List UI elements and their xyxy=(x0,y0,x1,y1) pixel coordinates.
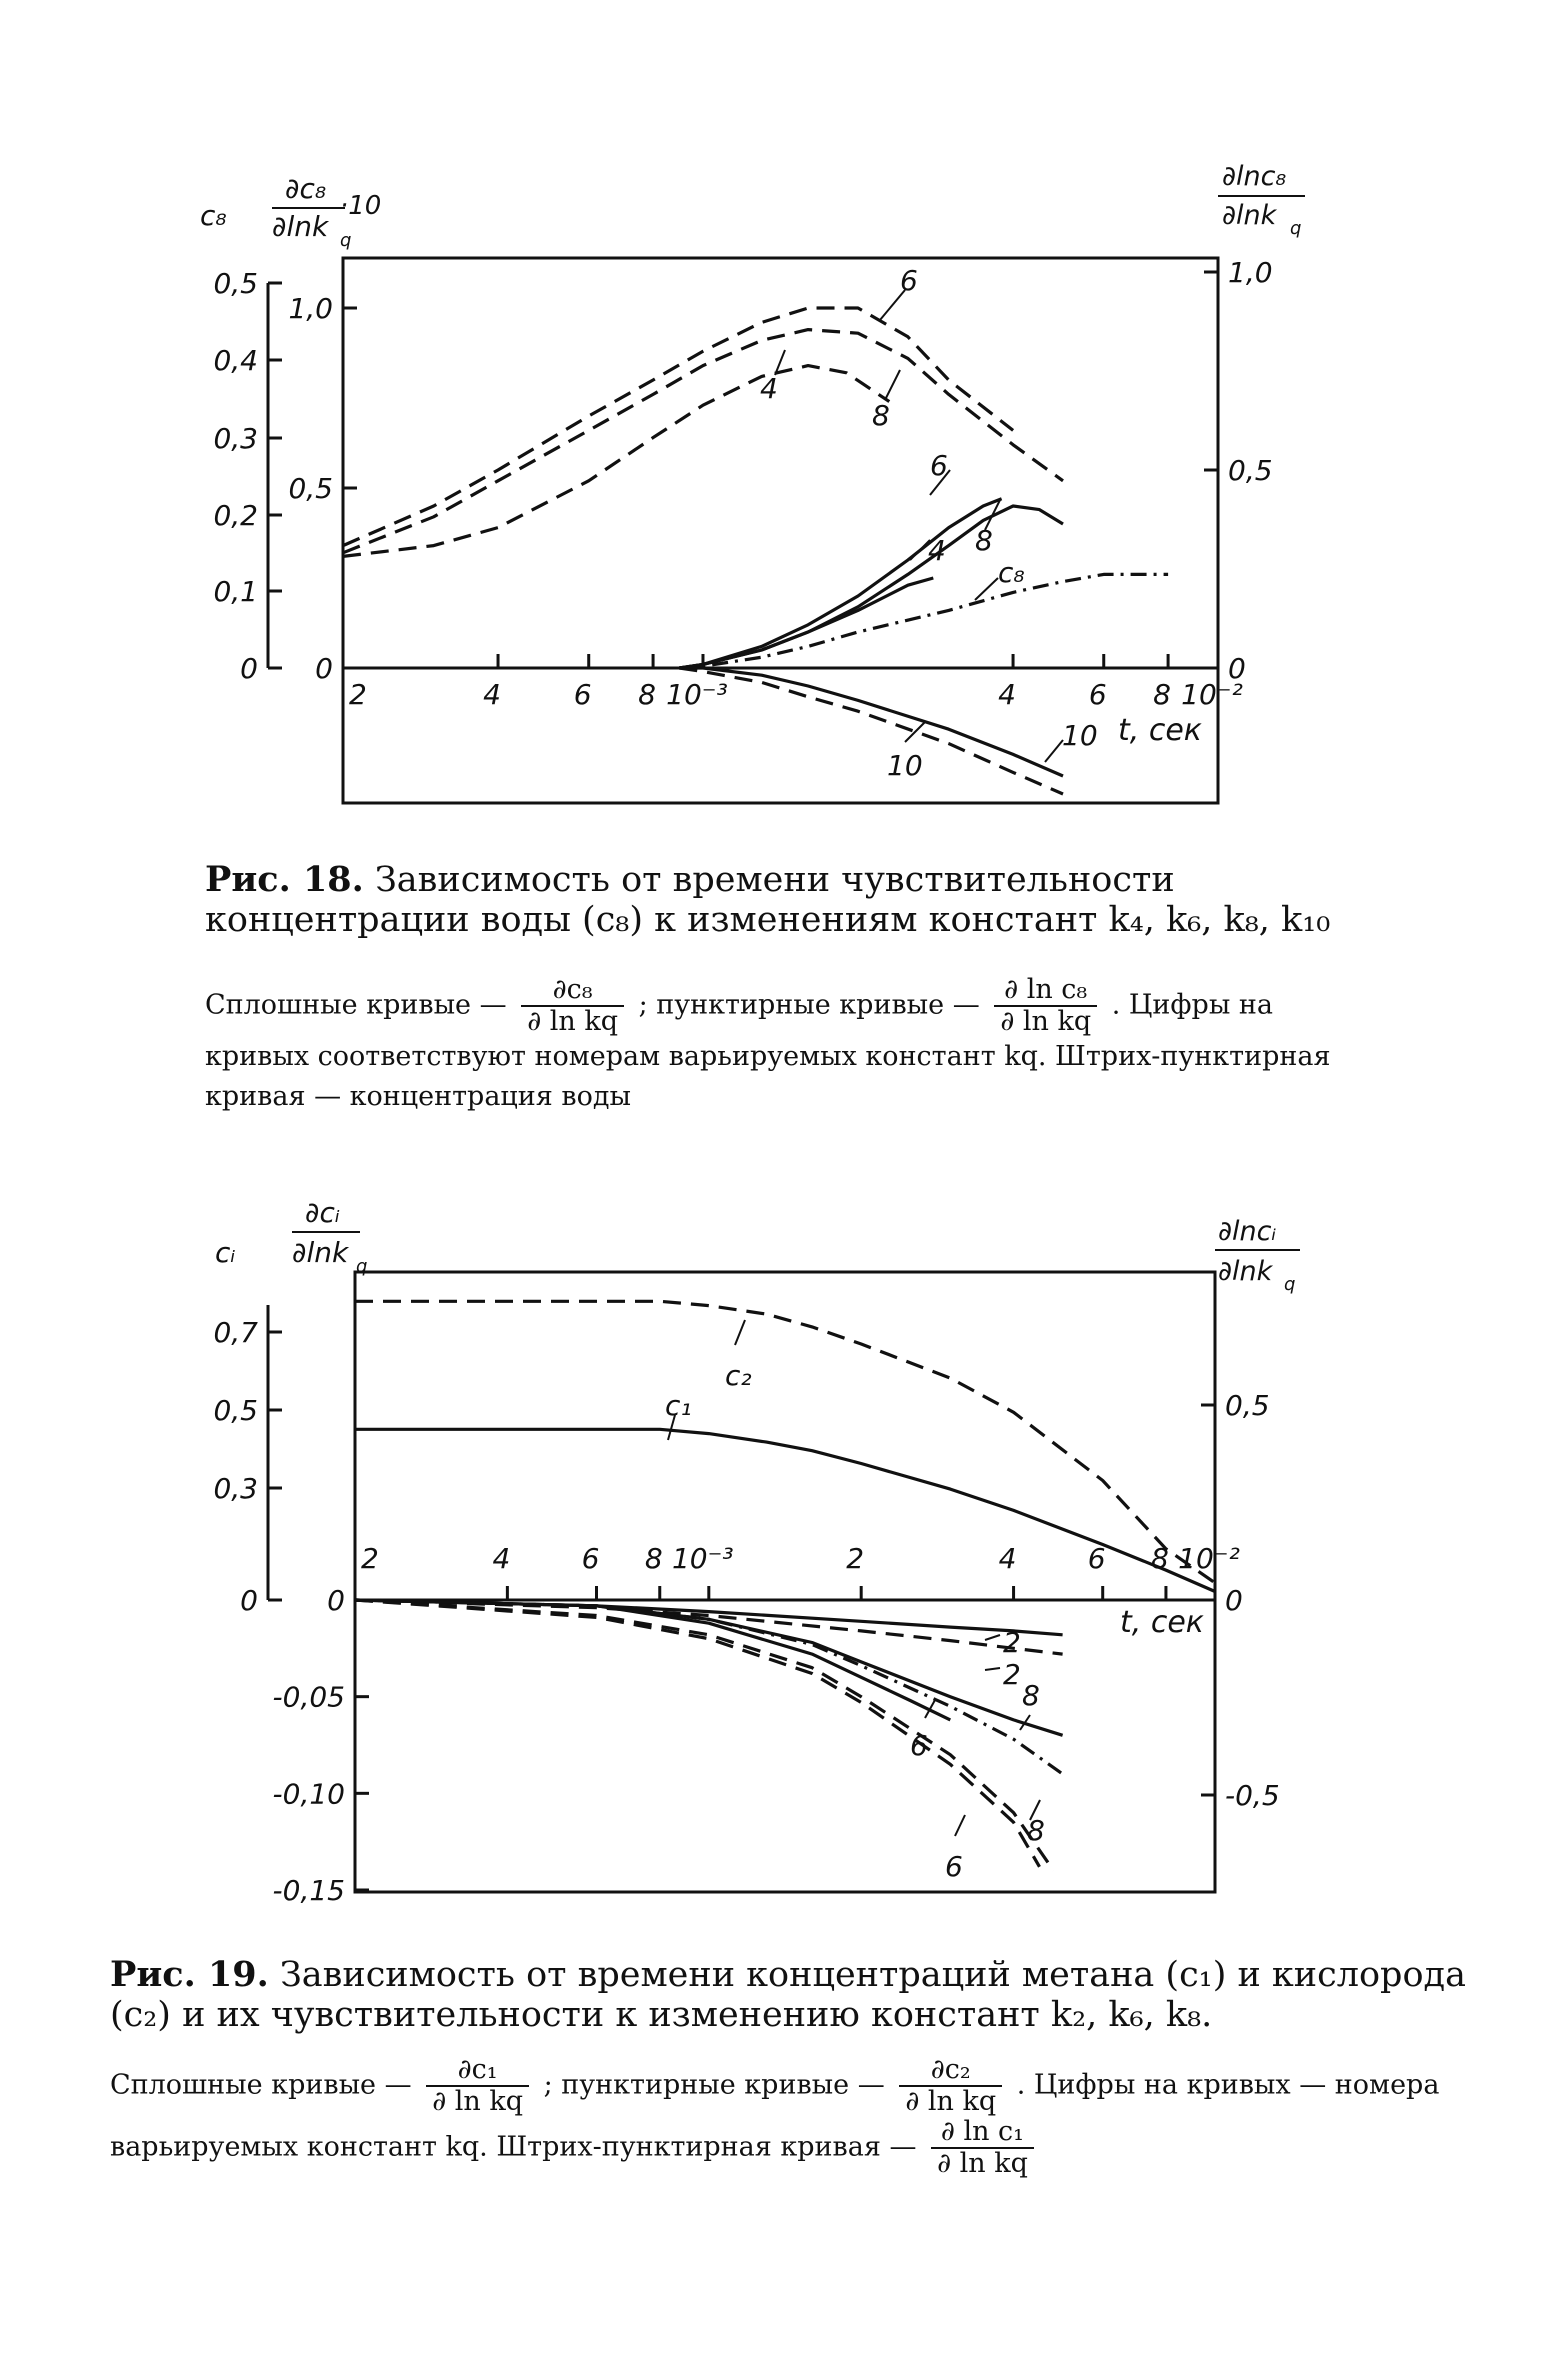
fig18-curve-labels xyxy=(760,264,1098,782)
fig19-curve-c1-solid xyxy=(355,1429,1215,1591)
fig18-outer-tick-label: 0,3 xyxy=(213,422,258,455)
fig19-label-leader xyxy=(735,1320,745,1345)
fig18-inner-tick-label: 0 xyxy=(315,652,333,685)
fig19-note-dashed-num: ∂c₂ xyxy=(899,2055,1002,2087)
fig19-curve-label: c₂ xyxy=(725,1359,752,1392)
fig18-caption xyxy=(205,860,1355,940)
fig19-note-solid: Сплошные кривые — xyxy=(110,2069,412,2101)
fig18-inner-tick-label: 1,0 xyxy=(288,292,333,325)
fig18-right-tick-label: 0,5 xyxy=(1228,454,1273,487)
figure-18-chart xyxy=(200,161,1305,803)
fig19-x-tick-label: 10⁻² xyxy=(1178,1542,1240,1575)
fig19-note xyxy=(110,2055,1470,2179)
fig18-curves xyxy=(343,308,1168,794)
fig19-right-axis-sub: q xyxy=(1284,1274,1296,1295)
fig19-x-tick-label: 6 xyxy=(1087,1542,1106,1575)
fig18-outer-tick-label: 0 xyxy=(240,652,258,685)
fig19-caption-text: Зависимость от времени концентраций метана (c₁) и кислорода (c₂) и их чувствительности к изменению констант k₂, k₆, k₈. xyxy=(110,1955,1466,2035)
fig19-note-dashed: ; пунктирные кривые — xyxy=(543,2069,885,2101)
fig19-note-dashed-fraction xyxy=(899,2055,1002,2117)
fig18-c8-axis-label: c₈ xyxy=(200,199,227,232)
fig19-x-tick-label: 4 xyxy=(492,1542,511,1575)
fig18-inner-tick-label: 0,5 xyxy=(288,472,333,505)
fig19-inner-tick-label: -0,15 xyxy=(272,1873,345,1907)
fig19-label-leader xyxy=(955,1815,965,1836)
fig18-right-axis-num: ∂lnc₈ xyxy=(1222,161,1287,192)
fig19-x-tick-label: 6 xyxy=(581,1542,600,1575)
fig18-note-dashed-fraction xyxy=(994,975,1097,1037)
fig18-label-leader xyxy=(905,722,925,742)
fig19-note-last-den: ∂ ln kq xyxy=(937,2148,1028,2179)
fig18-x-tick-label: 4 xyxy=(998,678,1016,711)
fig19-x-tick-label: 8 xyxy=(644,1542,663,1575)
fig18-curve-label: 8 xyxy=(872,399,890,432)
fig18-outer-tick-label: 0,4 xyxy=(213,344,258,377)
fig18-curve-label: 10 xyxy=(1062,719,1098,752)
fig18-right-tick-label: 1,0 xyxy=(1228,256,1273,289)
fig18-note-solid-den: ∂ ln kq xyxy=(527,1006,619,1037)
fig18-curve-label: 6 xyxy=(930,449,948,482)
fig18-x-tick-label: 8 xyxy=(638,678,656,711)
fig19-curve-label: 2 xyxy=(1003,1658,1021,1691)
fig19-right-axis-num: ∂lncᵢ xyxy=(1218,1216,1277,1247)
fig19-x-tick-label: 2 xyxy=(361,1542,379,1575)
fig19-x-tick-label: 8 xyxy=(1151,1542,1169,1575)
fig18-note-dashed: ; пунктирные кривые — xyxy=(638,989,980,1021)
fig19-right-tick-label: -0,5 xyxy=(1225,1779,1280,1812)
fig18-right-tick-label: 0 xyxy=(1228,652,1246,685)
fig19-inner-axis-sub: q xyxy=(356,1256,368,1277)
fig19-outer-tick-label: 0 xyxy=(240,1584,258,1617)
fig19-curve-label: 6 xyxy=(945,1850,963,1883)
fig19-note-rest: . Цифры на кривых — номера варьируемых констант kq. Штрих-пунктирная кривая — xyxy=(110,2069,1440,2163)
fig18-note-solid: Сплошные кривые — xyxy=(205,989,507,1021)
fig19-note-solid-num: ∂c₁ xyxy=(426,2055,529,2087)
fig19-curve-label: 8 xyxy=(1027,1814,1045,1847)
fig18-note-rest: . Цифры на кривых соответствуют номерам варьируемых констант kq. Штрих-пунктирная кривая — концентрация воды xyxy=(205,989,1331,1112)
figure-19-chart xyxy=(213,1196,1300,1907)
fig18-curve-6-dashed xyxy=(343,308,1013,546)
fig18-curve-label: c₈ xyxy=(998,556,1025,589)
fig18-x-tick-label: 2 xyxy=(349,678,367,711)
fig18-x-axis-label: t, сек xyxy=(1118,713,1202,748)
fig18-outer-tick-label: 0,2 xyxy=(213,499,258,532)
fig19-note-solid-fraction xyxy=(426,2055,529,2117)
fig18-ticks xyxy=(213,256,1272,711)
fig18-curve-4-solid xyxy=(679,578,933,668)
fig19-x-axis-label: t, сек xyxy=(1120,1605,1204,1640)
fig19-caption-number: Рис. 19. xyxy=(110,1954,269,1995)
fig18-x-tick-label: 8 xyxy=(1153,678,1172,711)
fig19-plot-frame xyxy=(355,1272,1215,1892)
fig19-right-tick-label: 0,5 xyxy=(1225,1389,1270,1422)
fig19-outer-tick-label: 0,7 xyxy=(213,1316,258,1349)
fig18-note xyxy=(205,975,1355,1117)
fig18-curve-8-dashed xyxy=(343,330,1063,553)
fig18-right-axis-sub: q xyxy=(1290,218,1302,239)
fig19-x-tick-label: 2 xyxy=(846,1542,865,1575)
fig19-x-tick-label: 4 xyxy=(998,1542,1017,1575)
fig18-curve-c8-dashdot xyxy=(679,574,1168,668)
fig19-curve-label: 8 xyxy=(1022,1679,1040,1712)
fig18-inner-axis-num: ∂c₈ xyxy=(285,172,327,205)
fig19-outer-tick-label: 0,5 xyxy=(213,1394,258,1427)
fig19-inner-tick-label: -0,05 xyxy=(272,1680,345,1714)
fig19-label-leader xyxy=(985,1668,1000,1670)
fig18-curve-4-dashed xyxy=(343,366,889,557)
fig18-curve-6-solid xyxy=(679,499,1001,668)
fig19-curve-2-solid xyxy=(355,1600,1063,1635)
fig19-note-last-num: ∂ ln c₁ xyxy=(931,2117,1034,2149)
fig18-x-tick-label: 10⁻² xyxy=(1181,678,1243,711)
fig18-curve-label: 4 xyxy=(928,534,946,567)
fig19-note-last-fraction xyxy=(931,2117,1034,2179)
fig19-curve-label: 6 xyxy=(910,1729,928,1762)
fig18-note-dashed-num: ∂ ln c₈ xyxy=(994,975,1097,1007)
fig19-note-solid-den: ∂ ln kq xyxy=(432,2086,524,2117)
fig19-ci-axis-label: cᵢ xyxy=(215,1236,236,1269)
fig18-outer-tick-label: 0,1 xyxy=(213,575,258,608)
fig18-curve-label: 4 xyxy=(760,372,778,405)
fig19-curve-label: 2 xyxy=(1003,1626,1021,1659)
fig19-inner-axis-den: ∂lnk xyxy=(292,1236,349,1269)
fig18-label-leader xyxy=(910,540,930,560)
fig18-label-leader xyxy=(975,578,998,600)
fig19-label-leader xyxy=(985,1635,1000,1640)
fig19-inner-axis-num: ∂cᵢ xyxy=(305,1196,340,1229)
fig18-curve-label: 6 xyxy=(900,264,918,297)
fig19-curve-6-dashed xyxy=(355,1600,1040,1867)
fig19-x-tick-label: 10⁻³ xyxy=(671,1542,734,1575)
fig19-curves xyxy=(355,1301,1215,1870)
fig18-x-tick-label: 4 xyxy=(483,678,501,711)
fig19-inner-tick-label: 0 xyxy=(327,1584,345,1617)
fig18-inner-axis-sub: q xyxy=(340,230,352,251)
fig19-curve-c2-dashed xyxy=(355,1301,1215,1583)
fig19-caption xyxy=(110,1955,1470,2035)
fig18-note-solid-num: ∂c₈ xyxy=(521,975,624,1007)
fig19-note-dashed-den: ∂ ln kq xyxy=(905,2086,997,2117)
fig18-caption-number: Рис. 18. xyxy=(205,859,364,900)
fig18-label-leader xyxy=(1045,740,1063,762)
fig18-curve-label: 8 xyxy=(975,524,993,557)
fig18-curve-label: 10 xyxy=(887,749,923,782)
fig19-right-tick-label: 0 xyxy=(1225,1584,1243,1617)
fig18-note-solid-fraction xyxy=(521,975,624,1037)
fig18-x-tick-label: 6 xyxy=(573,678,592,711)
fig18-note-dashed-den: ∂ ln kq xyxy=(1000,1006,1092,1037)
fig18-inner-axis-mult: ·10 xyxy=(340,191,382,221)
fig19-outer-tick-label: 0,3 xyxy=(213,1472,258,1505)
fig18-right-axis-den: ∂lnk xyxy=(1222,200,1277,231)
fig19-curve-label: c₁ xyxy=(665,1389,692,1422)
fig19-inner-tick-label: -0,10 xyxy=(272,1777,345,1811)
fig18-x-tick-label: 10⁻³ xyxy=(666,678,728,711)
fig18-inner-axis-den: ∂lnk xyxy=(272,210,329,243)
fig18-caption-text: Зависимость от времени чувствительности концентрации воды (c₈) к изменениям констант k₄, k₆, k₈, k₁₀ xyxy=(205,860,1331,940)
fig19-right-axis-den: ∂lnk xyxy=(1218,1256,1273,1287)
fig18-outer-tick-label: 0,5 xyxy=(213,267,258,300)
fig18-x-tick-label: 6 xyxy=(1088,678,1107,711)
fig18-label-leader xyxy=(885,370,900,400)
